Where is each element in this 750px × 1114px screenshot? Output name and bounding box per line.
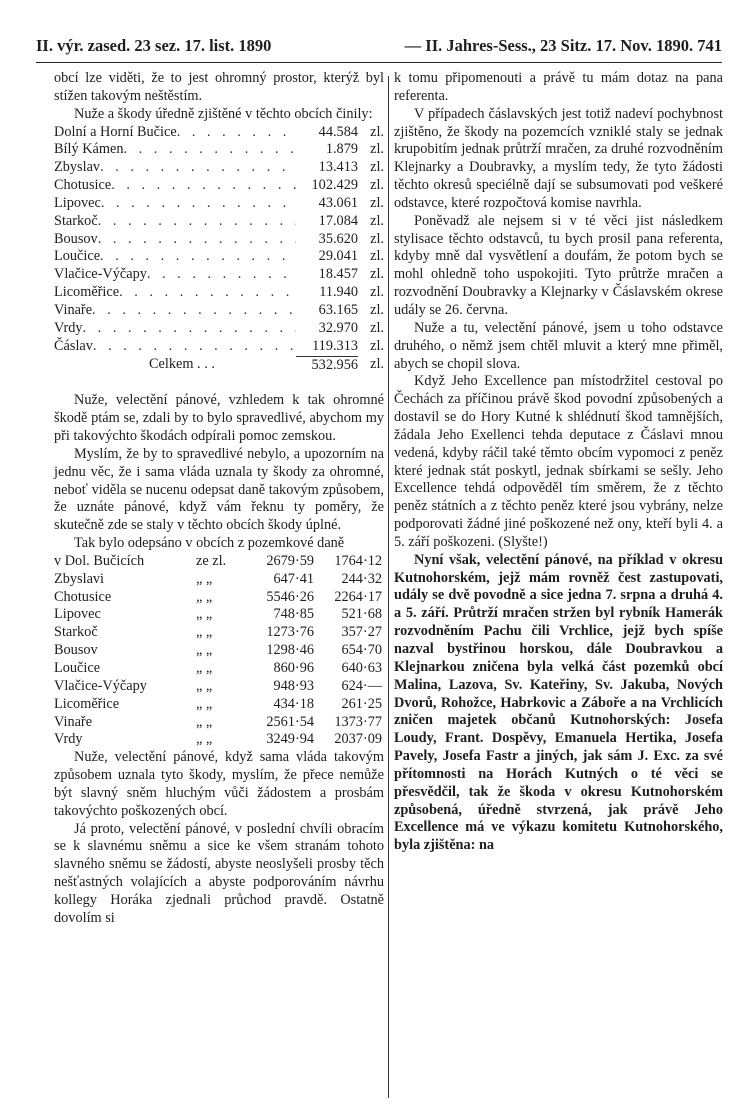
damage-value: 63.165 bbox=[318, 301, 358, 318]
leader-dots bbox=[100, 159, 296, 177]
unit-mark: „ „ bbox=[196, 677, 213, 694]
total-label: Celkem . . . bbox=[149, 355, 215, 372]
total-unit: zl. bbox=[370, 355, 384, 372]
paragraph: Já proto, velectění pánové, v poslední chvíli obracím se k slavnému sněmu a sice ke všem stranám tohoto slavného sněmu se žádostí, abyste neoslyšeli prosby těch nešťastných volajících a abyste podporováním návrhu kollegy Horáka zjednali průchod pravdě. Ostatně dovolím si bbox=[54, 820, 384, 926]
damage-value: 29.041 bbox=[318, 248, 358, 265]
unit-mark: „ „ bbox=[196, 695, 213, 712]
damage-row bbox=[54, 284, 384, 302]
damage-unit: zl. bbox=[370, 248, 384, 265]
leader-dots bbox=[101, 195, 296, 213]
total-value: 532.956 bbox=[296, 356, 358, 375]
header-german: — II. Jahres-Sess., 23 Sitz. 17. Nov. 1890. 741 bbox=[404, 36, 722, 55]
unit-mark: „ „ bbox=[196, 713, 213, 730]
paragraph: Tak bylo odepsáno v obcích z pozemkové daně bbox=[74, 535, 345, 552]
damage-unit: zl. bbox=[370, 141, 384, 158]
left-column bbox=[54, 70, 384, 928]
damage-unit: zl. bbox=[370, 266, 384, 283]
village-name: Licoměřice bbox=[54, 695, 120, 712]
village-name: Loučice bbox=[54, 660, 101, 676]
tax-row bbox=[54, 660, 384, 678]
damage-row bbox=[54, 266, 384, 284]
tax-written-off: 2264·17 bbox=[334, 588, 382, 605]
leader-dots bbox=[83, 320, 296, 338]
tax-amount: 1273·76 bbox=[266, 624, 314, 641]
village-name: v Dol. Bučicích bbox=[54, 552, 145, 569]
paragraph: k tomu připomenouti a právě tu mám dotaz na pana referenta. bbox=[394, 70, 723, 104]
damage-row bbox=[54, 195, 384, 213]
village-name: Vinaře bbox=[54, 713, 93, 730]
village-name: Dolní a Horní Bučice bbox=[54, 123, 177, 140]
damage-value: 35.620 bbox=[318, 230, 358, 247]
tax-written-off: 640·63 bbox=[341, 660, 382, 676]
village-name: Bousov bbox=[54, 642, 98, 659]
tax-written-off: 2037·09 bbox=[334, 731, 382, 748]
tax-amount: 2679·59 bbox=[266, 552, 314, 569]
unit-mark: „ „ bbox=[196, 606, 213, 623]
running-header bbox=[36, 30, 722, 60]
unit-mark: „ „ bbox=[196, 731, 213, 748]
tax-row bbox=[54, 589, 384, 607]
leader-dots bbox=[111, 177, 296, 195]
unit-mark: „ „ bbox=[196, 642, 213, 659]
damage-row bbox=[54, 141, 384, 159]
village-name: Čáslav bbox=[54, 337, 93, 354]
tax-row bbox=[54, 624, 384, 642]
leader-dots bbox=[98, 213, 296, 231]
tax-writeoff-table bbox=[54, 553, 384, 749]
village-name: Vinaře bbox=[54, 301, 93, 318]
leader-dots bbox=[177, 124, 296, 142]
tax-amount: 434·18 bbox=[273, 695, 314, 712]
damage-row bbox=[54, 320, 384, 338]
damage-unit: zl. bbox=[370, 159, 384, 176]
paragraph: Nuže, velectění pánové, vzhledem k tak ohromné škodě ptám se, zdali by to bylo spravedlivé, abychom my při takovýchto škodách odpírali pomoc zemskou. bbox=[54, 392, 384, 445]
tax-amount: 647·41 bbox=[273, 570, 314, 587]
header-rule bbox=[36, 62, 722, 63]
damage-unit: zl. bbox=[370, 194, 384, 211]
damage-unit: zl. bbox=[370, 123, 384, 140]
paragraph: Myslím, že by to spravedlivé nebylo, a upozorním na jednu věc, že i sama vláda uznala ty škody za ohromné, neboť viděla se nucenu odepsat daně takovým způsobem, že uznáte pánové, když vám řeknu ty poměry, že skutečně zde se staly v těchto obcích škody úplné. bbox=[54, 445, 384, 534]
leader-dots bbox=[100, 248, 296, 266]
tax-row bbox=[54, 553, 384, 571]
tax-row bbox=[54, 606, 384, 624]
tax-row bbox=[54, 731, 384, 749]
header-czech: II. výr. zased. 23 sez. 17. list. 1890 bbox=[36, 36, 272, 55]
village-name: Vlačice-Výčapy bbox=[54, 677, 147, 694]
damage-value: 119.313 bbox=[312, 337, 358, 354]
unit-mark: „ „ bbox=[196, 660, 213, 676]
damage-value: 102.429 bbox=[311, 177, 358, 194]
tax-written-off: 261·25 bbox=[341, 695, 382, 712]
village-name: Chotusice bbox=[54, 177, 112, 194]
paragraph: Nyní však, velectění pánové, na příklad v okresu Kutnohorském, jejž mám rovněž čest zastupovati, udály se dvě povodně a sice jedna 7. srpna a druhá 4. a 5. září. Průtrží mračen stržen byl rybník Hamerák rozvodněním Pachu čili Vrchlice, jejž bych spíše nazval bystřinou horskou, dále Doubravkou a Klejnarkou zničena byla velká část pozemků obcí Malina, Lazova, Sv. Kateřiny, Sv. Jakuba, Nových Dvorů, Rohožce, Habrkovic a Záboře a na Vrchlicích zničen majetek občanů Kutnohorských: Josefa Loudy, Frant. Dospěvy, Emanuela Hertika, Josefa Pavely, Josefa Fastr a jiných, jak sám J. Exc. za své přítomnosti na Horách Kutných o té věci se přesvědčil, tak že škoda v okresu Kutnohorském způsobená, úředně stvrzená, jak právě Jeho Excellence má ve výkazu komitetu Kutnohorského, byla zjištěna: na bbox=[394, 551, 723, 854]
tax-amount: 3249·94 bbox=[266, 731, 314, 748]
damage-row bbox=[54, 302, 384, 320]
leader-dots bbox=[93, 338, 296, 356]
unit-mark: „ „ bbox=[196, 624, 213, 641]
right-column bbox=[394, 70, 723, 855]
tax-amount: 860·96 bbox=[273, 660, 314, 676]
paragraph: Nuže a tu, velectění pánové, jsem u toho odstavce druhého, o němž jsem chtěl mluvit a který mne přiměl, abych se chopil slova. bbox=[394, 319, 723, 372]
tax-row bbox=[54, 696, 384, 714]
village-name: Starkoč bbox=[54, 624, 98, 641]
tax-amount: 948·93 bbox=[273, 677, 314, 694]
damage-unit: zl. bbox=[370, 284, 384, 301]
damage-value: 11.940 bbox=[319, 284, 358, 301]
village-name: Zbyslavi bbox=[54, 570, 105, 587]
village-name: Licoměřice bbox=[54, 284, 120, 301]
damage-unit: zl. bbox=[370, 337, 384, 354]
paragraph: Nuže, velectění pánové, když sama vláda takovým způsobem uznala tyto škody, myslím, že přece nemůže být slavný sněm hluchým vůči žádostem a prosbám takovýchto poškozených obcí. bbox=[54, 749, 384, 819]
village-name: Zbyslav bbox=[54, 159, 101, 176]
damage-unit: zl. bbox=[370, 319, 384, 336]
column-divider bbox=[388, 76, 389, 1098]
damage-table bbox=[54, 124, 384, 356]
village-name: Starkoč bbox=[54, 212, 98, 229]
tax-row bbox=[54, 714, 384, 732]
paragraph: Nuže a škody úředně zjištěné v těchto obcích činily: bbox=[74, 105, 373, 122]
tax-written-off: 521·68 bbox=[341, 606, 382, 623]
tax-written-off: 624·— bbox=[341, 677, 382, 694]
tax-row bbox=[54, 571, 384, 589]
damage-row bbox=[54, 248, 384, 266]
damage-value: 1.879 bbox=[325, 141, 358, 158]
paragraph: obcí lze viděti, že to jest ohromný prostor, kterýž byl stížen takovým neštěstím. bbox=[54, 70, 384, 104]
damage-unit: zl. bbox=[370, 212, 384, 229]
damage-value: 13.413 bbox=[318, 159, 358, 176]
tax-written-off: 1764·12 bbox=[334, 552, 382, 569]
tax-amount: 1298·46 bbox=[266, 642, 314, 659]
leader-dots bbox=[98, 231, 296, 249]
damage-row bbox=[54, 231, 384, 249]
damage-row bbox=[54, 213, 384, 231]
damage-row bbox=[54, 124, 384, 142]
unit-mark: „ „ bbox=[196, 570, 213, 587]
tax-written-off: 357·27 bbox=[341, 624, 382, 641]
tax-written-off: 654·70 bbox=[341, 642, 382, 659]
village-name: Vlačice-Výčapy bbox=[54, 266, 147, 283]
damage-value: 18.457 bbox=[318, 266, 358, 283]
village-name: Vrdy bbox=[54, 319, 83, 336]
damage-row bbox=[54, 159, 384, 177]
leader-dots bbox=[147, 266, 296, 284]
unit-mark: ze zl. bbox=[196, 552, 227, 569]
paragraph: Poněvadž ale nejsem si v té věci jist následkem stylisace těchto odstavců, tu bych prosil pana referenta, kdyby mně dal vysvětlení a doufám, že potom bych se mohl ohledně toho uspokojiti. Tyto průtrže mračen a rozvodnění Doubravky a Klejnarky v Čáslavském okrese udály se 26. června. bbox=[394, 212, 723, 318]
village-name: Lipovec bbox=[54, 606, 101, 623]
damage-value: 32.970 bbox=[318, 319, 358, 336]
tax-written-off: 244·32 bbox=[341, 570, 382, 587]
damage-unit: zl. bbox=[370, 230, 384, 247]
damage-value: 43.061 bbox=[318, 194, 358, 211]
tax-written-off: 1373·77 bbox=[334, 713, 382, 730]
damage-value: 17.084 bbox=[318, 212, 358, 229]
damage-value: 44.584 bbox=[318, 123, 358, 140]
damage-row bbox=[54, 177, 384, 195]
tax-amount: 2561·54 bbox=[266, 713, 314, 730]
village-name: Bílý Kámen bbox=[54, 141, 124, 158]
unit-mark: „ „ bbox=[196, 588, 213, 605]
damage-row bbox=[54, 338, 384, 356]
paragraph: V případech čáslavských jest totiž nadeví pochybnost zjištěno, že škody na pozemcích vzniklé staly se jednak krupobitím jednak průtrží mračen, za druhé rozvodněním Klejnarky a Doubravky, a myslím tedy, že tyto žádosti těchto okresů speciélně dají se subsumovati pod veškeré odstavce, které rozpočtová komise navrhla. bbox=[394, 105, 723, 211]
tax-row bbox=[54, 642, 384, 660]
tax-amount: 748·85 bbox=[273, 606, 314, 623]
leader-dots bbox=[124, 141, 297, 159]
tax-row bbox=[54, 678, 384, 696]
tax-amount: 5546·26 bbox=[266, 588, 314, 605]
village-name: Chotusice bbox=[54, 588, 112, 605]
damage-unit: zl. bbox=[370, 177, 384, 194]
village-name: Loučice bbox=[54, 248, 101, 265]
damage-total-row bbox=[54, 356, 384, 375]
leader-dots bbox=[92, 302, 296, 320]
paragraph: Když Jeho Excellence pan místodržitel cestoval po Čechách za příčinou právě škod povodní způsobených a dostavil se do Hory Kutné k shlédnutí škod tamnějších, žádala Jeho Exellenci tehda deputace z Čáslavi mnou vedená, kdyby ráčil také těmto obcím vypomoci z peněz které jednak stát poskytl, jednak sbírkami se sešly. Jeho Excellence tehdá odpověděl tím směrem, že z těchto peněz státních a z těchto peněz které jsou vybrány, nelze podporovati žádné jiné poškozené než ony, kteří byli 4. a 5. září poškozeni. (Slyšte!) bbox=[394, 373, 723, 550]
village-name: Vrdy bbox=[54, 731, 83, 748]
village-name: Bousov bbox=[54, 230, 98, 247]
leader-dots bbox=[119, 284, 296, 302]
damage-unit: zl. bbox=[370, 301, 384, 318]
village-name: Lipovec bbox=[54, 194, 101, 211]
